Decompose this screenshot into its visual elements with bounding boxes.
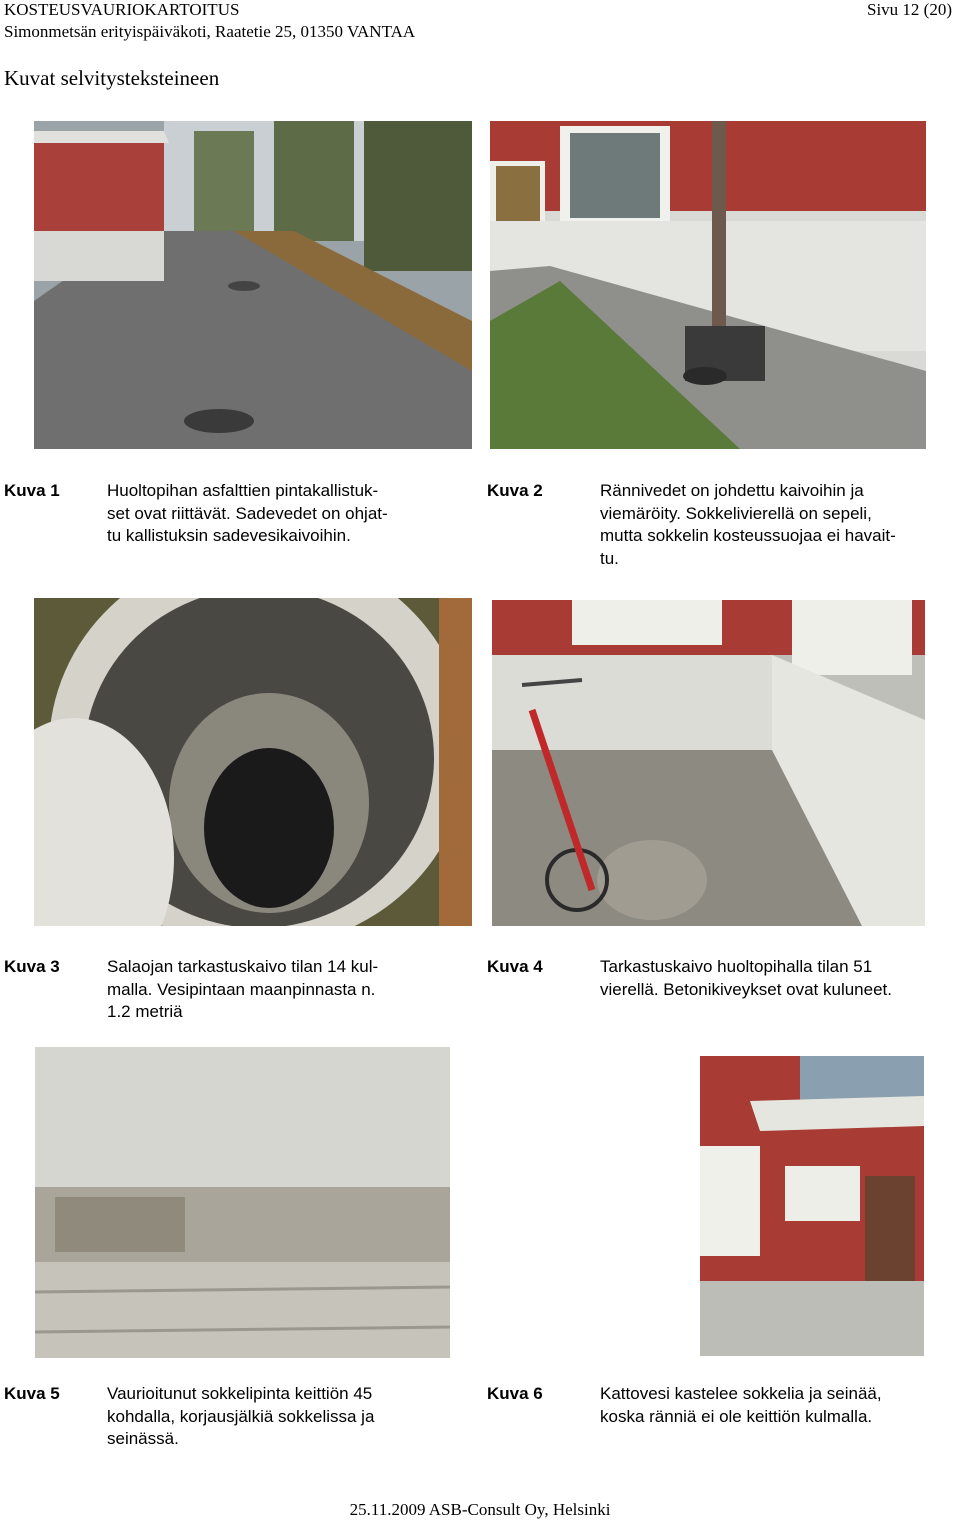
photo-6-caption: Kattovesi kastelee sokkelia ja seinää, koska ränniä ei ole keittiön kulmalla. <box>600 1384 882 1426</box>
photo-5-label: Kuva 5 <box>4 1384 60 1403</box>
photo-4-label: Kuva 4 <box>487 957 543 976</box>
report-address: Simonmetsän erityispäiväkoti, Raatetie 25, 01350 VANTAA <box>4 22 416 41</box>
page-footer: 25.11.2009 ASB-Consult Oy, Helsinki <box>349 1500 611 1519</box>
photo-4-paved-yard <box>492 600 925 926</box>
photo-3-caption: Salaojan tarkastuskaivo tilan 14 kul- malla. Vesipintaan maanpinnasta n. 1.2 metriä <box>107 957 379 1021</box>
photo-6-kitchen-corner <box>700 1056 924 1356</box>
photo-3-inspection-well <box>34 598 472 926</box>
photo-6-label: Kuva 6 <box>487 1384 543 1403</box>
photo-1-caption: Huoltopihan asfalttien pintakallistuk- set ovat riittävät. Sadevedet on ohjat- tu kallistuksin sadevesikaivoihin. <box>107 481 388 545</box>
photo-2-label: Kuva 2 <box>487 481 543 500</box>
photo-2-caption: Rännivedet on johdettu kaivoihin ja viemäröity. Sokkelivierellä on sepeli, mutta sokkelin kosteussuojaa ei havait- tu. <box>600 481 896 568</box>
photo-5-damaged-plinth <box>35 1047 450 1358</box>
page-number: Sivu 12 (20) <box>867 0 952 19</box>
photo-5-caption: Vaurioitunut sokkelipinta keittiön 45 kohdalla, korjausjälkiä sokkelissa ja seinässä. <box>107 1384 375 1448</box>
report-title: KOSTEUSVAURIOKARTOITUS <box>4 0 240 19</box>
section-title: Kuvat selvitysteksteineen <box>4 66 220 90</box>
photo-1-asphalt-yard <box>34 121 472 449</box>
photo-1-label: Kuva 1 <box>4 481 60 500</box>
photo-4-caption: Tarkastuskaivo huoltopihalla tilan 51 vierellä. Betonikiveykset ovat kuluneet. <box>600 957 892 999</box>
photo-2-downspout <box>490 121 926 449</box>
photo-3-label: Kuva 3 <box>4 957 60 976</box>
